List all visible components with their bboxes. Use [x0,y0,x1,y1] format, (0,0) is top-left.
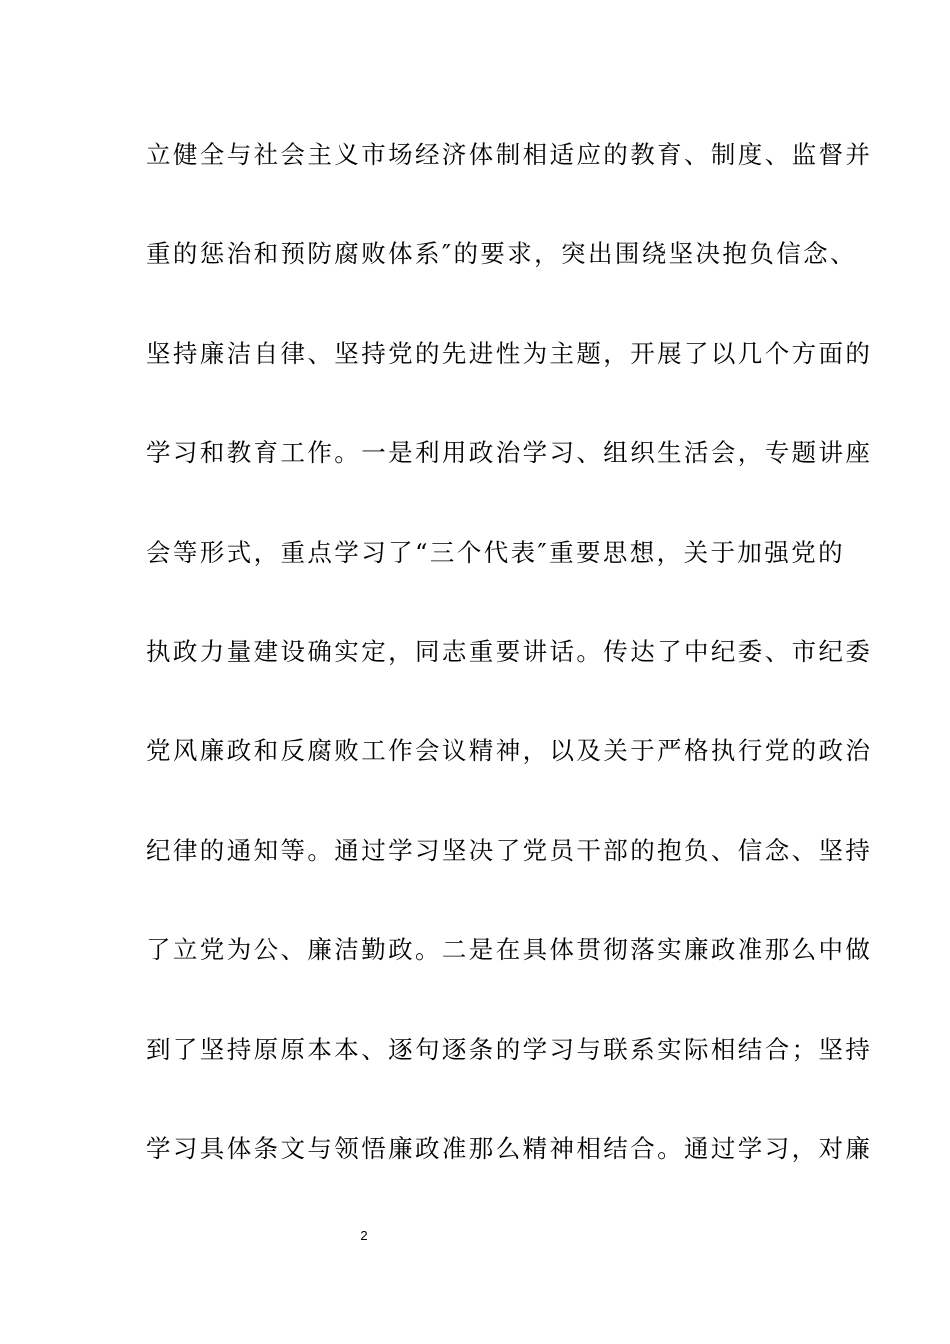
text-line: 了立党为公、廉洁勤政。二是在具体贯彻落实廉政准那么中做 [146,935,873,965]
text-line: 学习和教育工作。一是利用政治学习、组织生活会，专题讲座 [146,438,873,468]
text-line: 纪律的通知等。通过学习坚决了党员干部的抱负、信念、坚持 [146,835,873,865]
text-line: 立健全与社会主义市场经济体制相适应的教育、制度、监督并 [146,140,873,169]
text-line: 执政力量建设确实定，同志重要讲话。传达了中纪委、市纪委 [146,636,873,666]
page-number: 2 [360,1228,368,1243]
text-line: 重的惩治和预防腐败体系″的要求，突出围绕坚决抱负信念、 [146,239,857,269]
text-line: 学习具体条文与领悟廉政准那么精神相结合。通过学习，对廉 [146,1133,873,1163]
text-line: 坚持廉洁自律、坚持党的先进性为主题，开展了以几个方面的 [146,338,873,368]
text-line: 党风廉政和反腐败工作会议精神，以及关于严格执行党的政治 [146,736,873,766]
text-line: 到了坚持原原本本、逐句逐条的学习与联系实际相结合；坚持 [146,1034,873,1064]
body-paragraph [146,130,873,1223]
text-line: 会等形式，重点学习了“三个代表″重要思想，关于加强党的 [146,537,845,567]
